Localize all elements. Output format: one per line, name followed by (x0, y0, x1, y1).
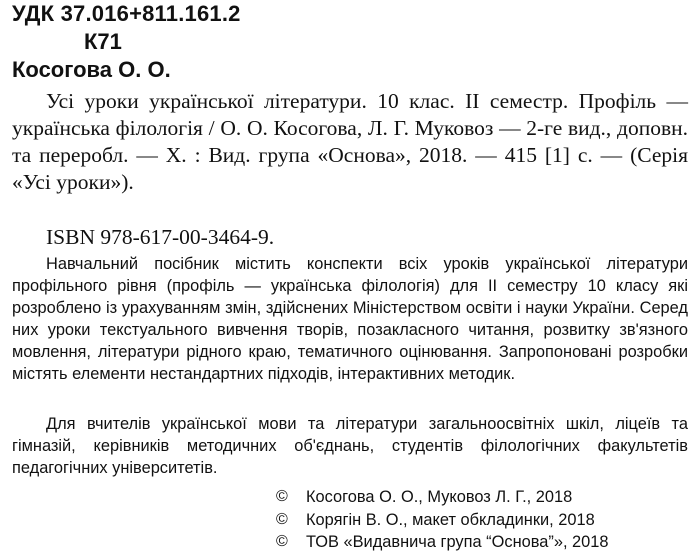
copyright-text: Косогова О. О., Муковоз Л. Г., 2018 (306, 488, 573, 506)
isbn: ISBN 978-617-00-3464-9. (46, 225, 275, 249)
bibliographic-record (12, 88, 688, 196)
copyright-sign: © (276, 533, 288, 550)
author-mark: К71 (84, 29, 122, 54)
bibliographic-description: Усі уроки української літератури. 10 клас. ІІ семестр. Профіль — українська філологія / О. О. Косогова, Л. Г. Муковоз — 2-ге вид., доповн. та переробл. — Х. : Вид. група «Основа», 2018. — 415 [1] с. — (Серія «Усі уроки»). (12, 89, 688, 194)
copyright-block (276, 486, 696, 554)
copyright-line (276, 531, 696, 554)
copyright-line (276, 486, 696, 509)
audience-text: Для вчителів української мови та літератури загальноосвітніх шкіл, ліцеїв та гімназій, керівників методичних об'єднань, студентів філологічних факультетів педагогічних університетів. (12, 415, 688, 477)
annotation-text: Навчальний посібник містить конспекти всіх уроків української літератури профільного рівня (профіль — українська філологія) для ІІ семестру 10 класу які розроблено із урахуванням змін, здійснених Міністерством освіти і науки України. Серед них уроки текстуального вивчення творів, позакласного читання, розвитку зв'язного мовлення, літератури рідного краю, тематичного оцінювання. Запропоновані розробки містять елементи нестандартних підходів, інтерактивних методик. (12, 255, 688, 383)
copyright-line (276, 509, 696, 532)
copyright-text: ТОВ «Видавнича група “Основа”», 2018 (306, 533, 609, 551)
copyright-sign: © (276, 488, 288, 505)
annotation-paragraph (12, 254, 688, 385)
copyright-sign: © (276, 510, 288, 528)
copyright-text: Корягін В. О., макет обкладинки, 2018 (306, 510, 595, 529)
author-heading: Косогова О. О. (12, 57, 171, 82)
udk-code: УДК 37.016+811.161.2 (12, 1, 241, 26)
audience-paragraph (12, 414, 688, 480)
